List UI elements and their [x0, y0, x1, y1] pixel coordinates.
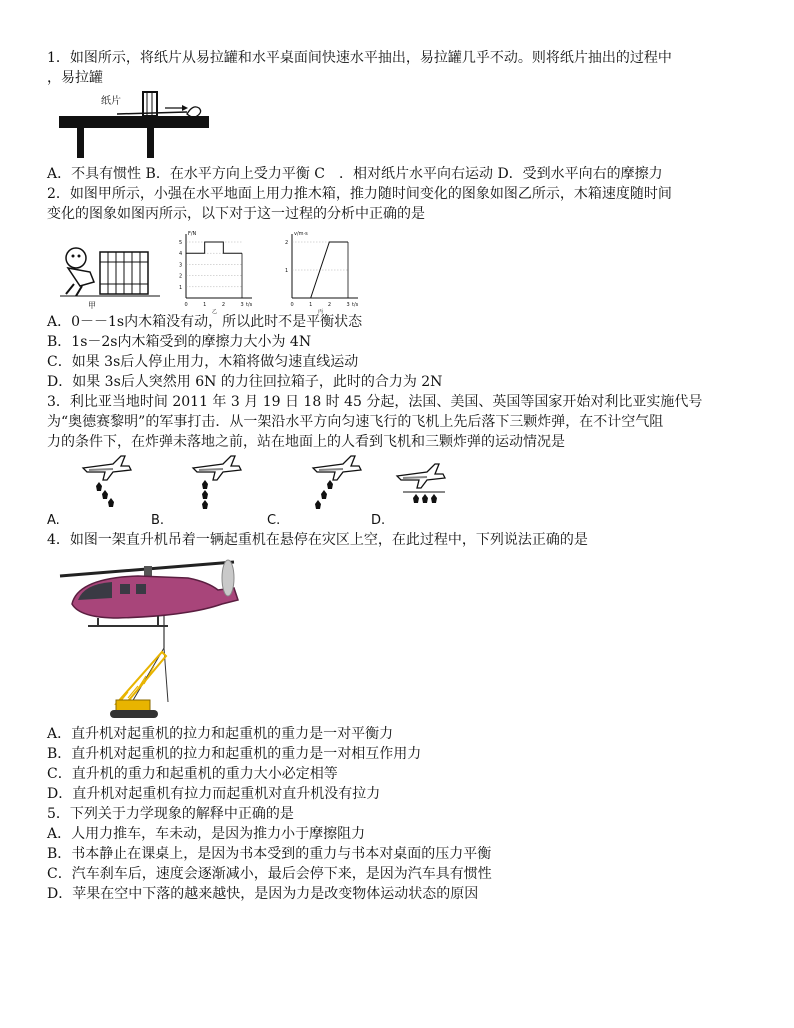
chart-yi-xtick-1: 1 — [203, 302, 207, 308]
boy-body — [68, 268, 94, 286]
q5-option-d: D．苹果在空中下落的越来越快，是因为力是改变物体运动状态的原因 — [47, 886, 479, 902]
q1-options: A．不具有惯性 B．在水平方向上受力平衡 C ．相对纸片水平向右运动 D．受到水平向右的摩擦力 — [47, 166, 663, 182]
hand-icon — [187, 107, 201, 117]
boy-head — [66, 248, 86, 268]
chart-bing-xlabel: t/s — [352, 302, 359, 308]
plane-c — [313, 456, 361, 480]
q2-option-a: A．0－－1s内木箱没有动，所以此时不是平衡状态 — [47, 314, 363, 330]
chart-yi-ytick-4: 5 — [179, 240, 183, 246]
chart-yi-series-line — [186, 242, 242, 253]
q4-option-b: B．直升机对起重机的拉力和起重机的重力是一对相互作用力 — [47, 746, 422, 762]
chart-bing-ylabel: v/m·s — [294, 231, 308, 237]
chart-bing-ytick-0: 1 — [285, 268, 289, 274]
q4-helicopter-figure — [58, 552, 248, 724]
crane-tracks — [110, 710, 158, 718]
table-leg-right — [147, 128, 154, 158]
q3-figures — [45, 452, 465, 530]
bomb-d1 — [413, 494, 419, 503]
q4-option-d: D．直升机对起重机有拉力而起重机对直升机没有拉力 — [47, 786, 381, 802]
plane-d — [397, 464, 445, 488]
q2-option-c: C．如果 3s后人停止用力，木箱将做匀速直线运动 — [47, 354, 359, 370]
chart-yi-caption: 乙 — [212, 309, 218, 314]
q2-option-d: D．如果 3s后人突然用 6N 的力往回拉箱子，此时的合力为 2N — [47, 374, 443, 390]
q2-stem-line1: 2．如图甲所示，小强在水平地面上用力推木箱，推力随时间变化的图象如图乙所示，木箱速度随时间 — [47, 186, 672, 202]
chart-yi-ytick-0: 1 — [179, 284, 183, 291]
q3-stem-line1: 3．利比亚当地时间 2011 年 3 月 19 日 18 时 45 分起，法国、美国、英国等国家开始对利比亚实施代号 — [47, 394, 703, 410]
plane-a — [83, 456, 131, 480]
table-leg-left — [77, 128, 84, 158]
bomb-c1 — [327, 480, 333, 489]
q2-stem-line2: 变化的图象如图丙所示，以下对于这一过程的分析中正确的是 — [47, 206, 425, 222]
chart-bing-xtick-0: 0 — [290, 302, 294, 308]
label-a: A. — [47, 513, 60, 528]
q3-stem-line2: 为“奥德赛黎明”的军事打击．从一架沿水平方向匀速飞行的飞机上先后落下三颗炸弹，在不计空气阻 — [47, 414, 664, 430]
label-c: C. — [267, 513, 281, 528]
chart-bing-caption: 丙 — [318, 309, 324, 314]
chart-yi-ytick-3: 4 — [179, 251, 183, 258]
q3-stem-line3: 力的条件下，在炸弹未落地之前，站在地面上的人看到飞机和三颗炸弹的运动情况是 — [47, 434, 565, 450]
bomb-a1 — [96, 482, 102, 491]
q2-figure-jia — [60, 238, 170, 310]
q4-option-c: C．直升机的重力和起重机的重力大小必定相等 — [47, 766, 338, 782]
plane-b — [193, 456, 241, 480]
table-top — [59, 116, 209, 128]
chart-yi-ytick-1: 2 — [179, 273, 183, 280]
q5-stem: 5．下列关于力学现象的解释中正确的是 — [47, 806, 294, 822]
q2-option-b: B．1s－2s内木箱受到的摩擦力大小为 4N — [47, 334, 312, 350]
chart-bing-xtick-3: 3 — [346, 302, 350, 308]
chart-bing — [280, 228, 368, 314]
chart-yi — [174, 228, 262, 314]
q4-option-a: A．直升机对起重机的拉力和起重机的重力是一对平衡力 — [47, 726, 394, 742]
paper-label: 纸片 — [101, 96, 121, 107]
q1-stem-line2: ，易拉罐 — [47, 70, 103, 86]
label-d: D. — [371, 513, 386, 528]
tail-rotor — [222, 560, 234, 596]
q5-option-b: B．书本静止在课桌上，是因为书本受到的重力与书本对桌面的压力平衡 — [47, 846, 492, 862]
q1-figure — [57, 88, 217, 160]
bomb-b1 — [202, 480, 208, 489]
chart-bing-ytick-1: 2 — [285, 240, 289, 246]
chart-bing-series-line — [292, 242, 348, 298]
q1-stem-line1: 1．如图所示，将纸片从易拉罐和水平桌面间快速水平抽出，易拉罐几乎不动。则将纸片抽出的过程中 — [47, 50, 672, 66]
label-b: B. — [151, 513, 165, 528]
q5-option-a: A．人用力推车，车未动，是因为推力小于摩擦阻力 — [47, 826, 366, 842]
chart-yi-xtick-0: 0 — [184, 302, 188, 308]
chart-yi-xtick-2: 2 — [221, 302, 226, 308]
caption-jia: 甲 — [88, 301, 96, 310]
chart-yi-xlabel: t/s — [246, 302, 253, 308]
chart-yi-xtick-3: 3 — [240, 302, 244, 308]
q4-stem: 4．如图一架直升机吊着一辆起重机在悬停在灾区上空，在此过程中，下列说法正确的是 — [47, 532, 588, 548]
chart-bing-xtick-1: 1 — [309, 302, 313, 308]
chart-bing-xtick-2: 2 — [327, 302, 332, 308]
chart-yi-ytick-2: 3 — [179, 262, 183, 269]
paper-strip — [117, 112, 187, 114]
q5-option-c: C．汽车刹车后，速度会逐渐减小，最后会停下来，是因为汽车具有惯性 — [47, 866, 492, 882]
chart-yi-ylabel: F/N — [188, 231, 197, 237]
